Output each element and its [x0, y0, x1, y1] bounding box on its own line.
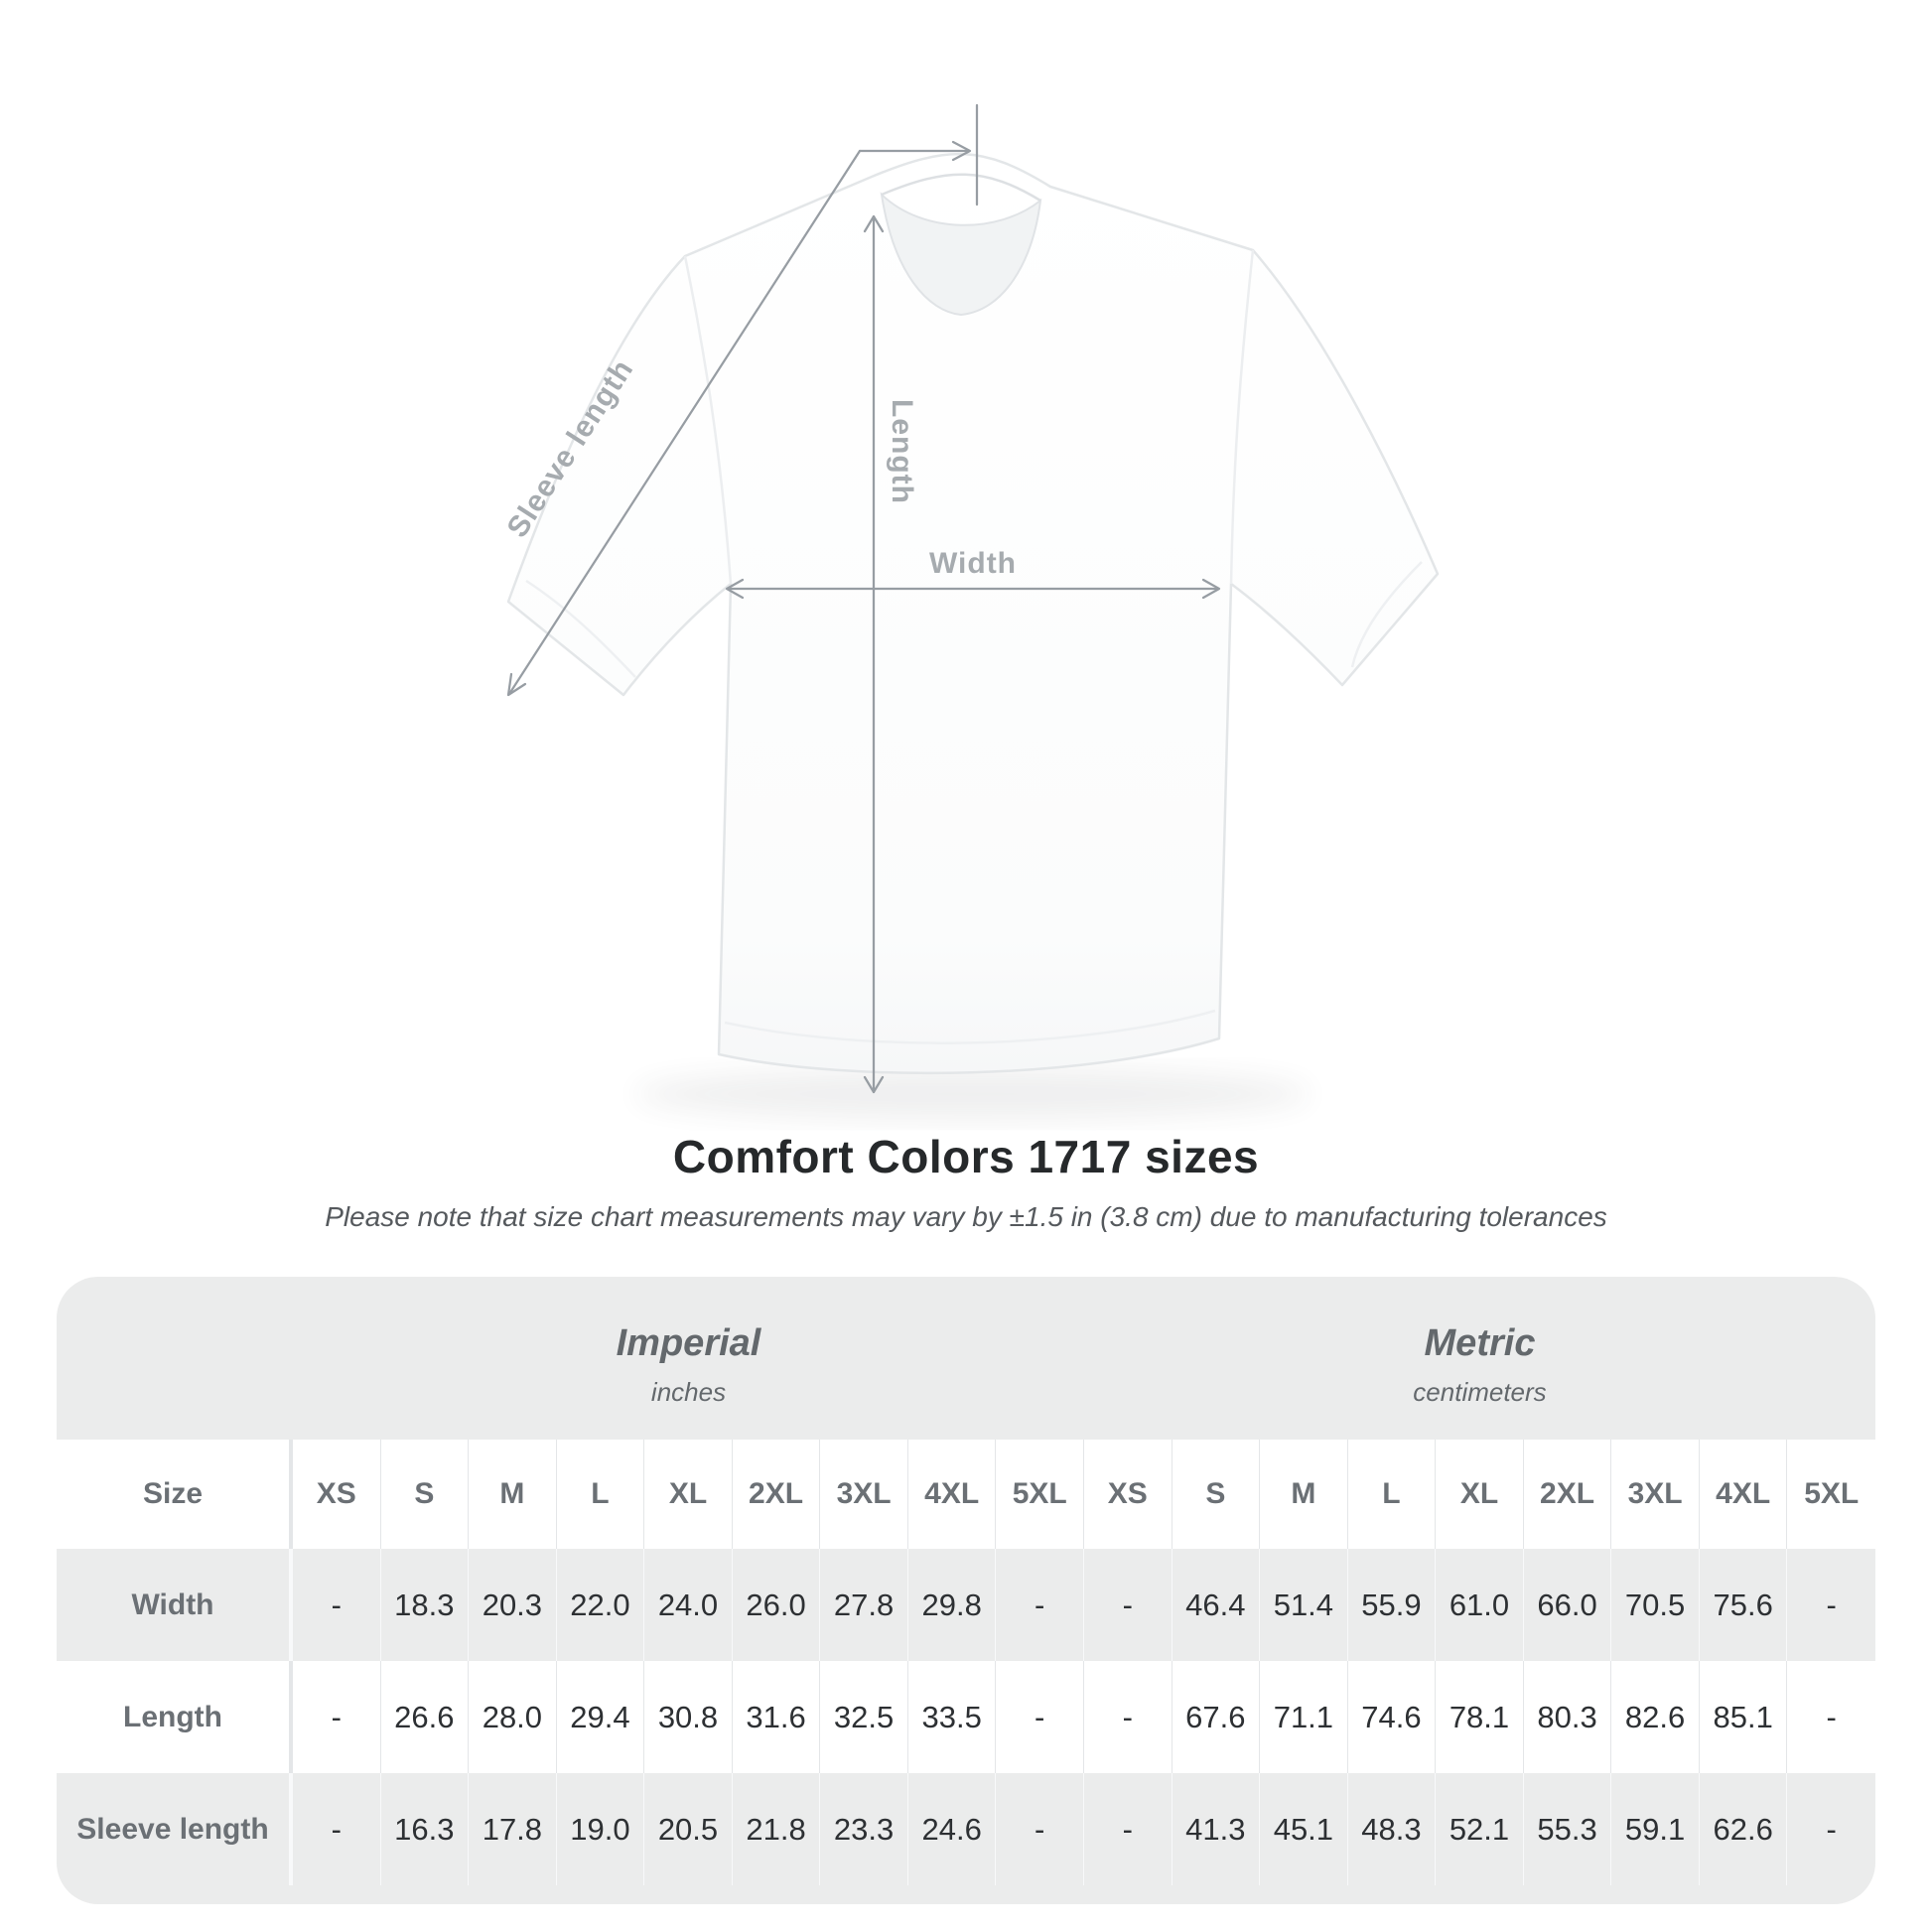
size-col-header-metric-2xl: 2XL	[1524, 1440, 1612, 1549]
size-col-header-imperial-xl: XL	[644, 1440, 733, 1549]
size-value-cell: 55.9	[1348, 1549, 1437, 1661]
size-value-cell: 41.3	[1173, 1773, 1261, 1885]
size-col-header-metric-xl: XL	[1436, 1440, 1524, 1549]
size-value-cell: 78.1	[1436, 1661, 1524, 1773]
imperial-group-header	[293, 1277, 1084, 1440]
size-value-cell: 66.0	[1524, 1549, 1612, 1661]
size-value-cell: -	[1826, 1587, 1837, 1622]
size-value-cell: 16.3	[381, 1773, 470, 1885]
metric-unit-label: centimeters	[1413, 1377, 1547, 1407]
size-value-cell: 85.1	[1700, 1661, 1788, 1773]
size-value-cell: 30.8	[644, 1661, 733, 1773]
size-value-cell: -	[293, 1661, 381, 1773]
row-label-sleeve-length: Sleeve length	[57, 1773, 293, 1885]
size-value-cell: -	[293, 1549, 381, 1661]
shirt-shadow	[635, 1068, 1311, 1120]
page-title: Comfort Colors 1717 sizes	[672, 1131, 1260, 1182]
size-col-header-imperial-m: M	[469, 1440, 557, 1549]
size-value-cell: 19.0	[557, 1773, 645, 1885]
size-value-cell: 29.8	[908, 1549, 997, 1661]
size-col-header-metric-5xl: 5XL	[1787, 1440, 1875, 1549]
size-value-cell: 27.8	[820, 1549, 908, 1661]
size-col-header-imperial-3xl: 3XL	[820, 1440, 908, 1549]
size-col-header-metric-s: S	[1173, 1440, 1261, 1549]
size-value-cell: 59.1	[1611, 1773, 1700, 1885]
metric-group-header	[1084, 1277, 1875, 1440]
size-value-cell: 48.3	[1348, 1773, 1437, 1885]
size-value-cell: -	[293, 1773, 381, 1885]
size-value-cell: 20.5	[644, 1773, 733, 1885]
size-col-header-metric-4xl: 4XL	[1700, 1440, 1788, 1549]
size-value-cell: 31.6	[733, 1661, 821, 1773]
size-value-cell: -	[1084, 1661, 1173, 1773]
size-table-grid	[57, 1277, 1875, 1885]
size-value-cell: 26.0	[733, 1549, 821, 1661]
size-value-cell: 20.3	[469, 1549, 557, 1661]
length-label: Length	[886, 399, 918, 504]
size-col-header-metric-3xl: 3XL	[1611, 1440, 1700, 1549]
size-value-cell: 55.3	[1524, 1773, 1612, 1885]
size-column-header: Size	[57, 1440, 293, 1549]
shirt-silhouette	[508, 154, 1438, 1073]
metric-label: Metric	[1424, 1322, 1536, 1364]
imperial-label: Imperial	[616, 1322, 761, 1364]
size-value-cell: 62.6	[1700, 1773, 1788, 1885]
size-value-cell: 71.1	[1260, 1661, 1348, 1773]
size-col-header-imperial-s: S	[381, 1440, 470, 1549]
size-value-cell: 51.4	[1260, 1549, 1348, 1661]
size-value-cell: 45.1	[1260, 1773, 1348, 1885]
size-col-header-imperial-xs: XS	[293, 1440, 381, 1549]
size-col-header-imperial-5xl: 5XL	[996, 1440, 1084, 1549]
size-value-cell: 61.0	[1436, 1549, 1524, 1661]
size-col-header-imperial-2xl: 2XL	[733, 1440, 821, 1549]
size-value-cell: 82.6	[1611, 1661, 1700, 1773]
size-value-cell: 67.6	[1173, 1661, 1261, 1773]
imperial-unit-label: inches	[650, 1377, 727, 1407]
size-value-cell: 17.8	[469, 1773, 557, 1885]
size-value-cell: 80.3	[1524, 1661, 1612, 1773]
size-col-header-metric-m: M	[1260, 1440, 1348, 1549]
size-value-cell: 52.1	[1436, 1773, 1524, 1885]
row-label-length: Length	[57, 1661, 293, 1773]
size-value-cell: 28.0	[469, 1661, 557, 1773]
size-value-cell: -	[1826, 1811, 1837, 1847]
size-value-cell: 21.8	[733, 1773, 821, 1885]
size-value-cell: 29.4	[557, 1661, 645, 1773]
size-value-cell: 74.6	[1348, 1661, 1437, 1773]
size-value-cell: 24.6	[908, 1773, 997, 1885]
size-value-cell: -	[996, 1549, 1084, 1661]
size-value-cell: 26.6	[381, 1661, 470, 1773]
size-value-cell: 33.5	[908, 1661, 997, 1773]
size-col-header-metric-l: L	[1348, 1440, 1437, 1549]
sleeve-length-label: Sleeve length	[500, 353, 640, 544]
size-value-cell: 46.4	[1173, 1549, 1261, 1661]
size-value-cell: -	[1084, 1773, 1173, 1885]
size-col-header-metric-xs: XS	[1084, 1440, 1173, 1549]
table-corner-cell	[57, 1277, 293, 1440]
size-value-cell: 18.3	[381, 1549, 470, 1661]
size-value-cell: 23.3	[820, 1773, 908, 1885]
width-label: Width	[928, 547, 1018, 580]
size-value-cell: -	[996, 1773, 1084, 1885]
size-value-cell: -	[1084, 1549, 1173, 1661]
size-value-cell: 70.5	[1611, 1549, 1700, 1661]
size-value-cell: 22.0	[557, 1549, 645, 1661]
size-value-cell: -	[996, 1661, 1084, 1773]
size-value-cell: -	[1787, 1661, 1875, 1773]
size-chart-table	[57, 1277, 1875, 1904]
size-value-cell: 32.5	[820, 1661, 908, 1773]
size-value-cell: 24.0	[644, 1549, 733, 1661]
size-col-header-imperial-4xl: 4XL	[908, 1440, 997, 1549]
row-label-width: Width	[57, 1549, 293, 1661]
size-col-header-imperial-l: L	[557, 1440, 645, 1549]
size-value-cell: 75.6	[1700, 1549, 1788, 1661]
tolerance-note: Please note that size chart measurements may vary by ±1.5 in (3.8 cm) due to manufacturing tolerances	[325, 1201, 1607, 1232]
